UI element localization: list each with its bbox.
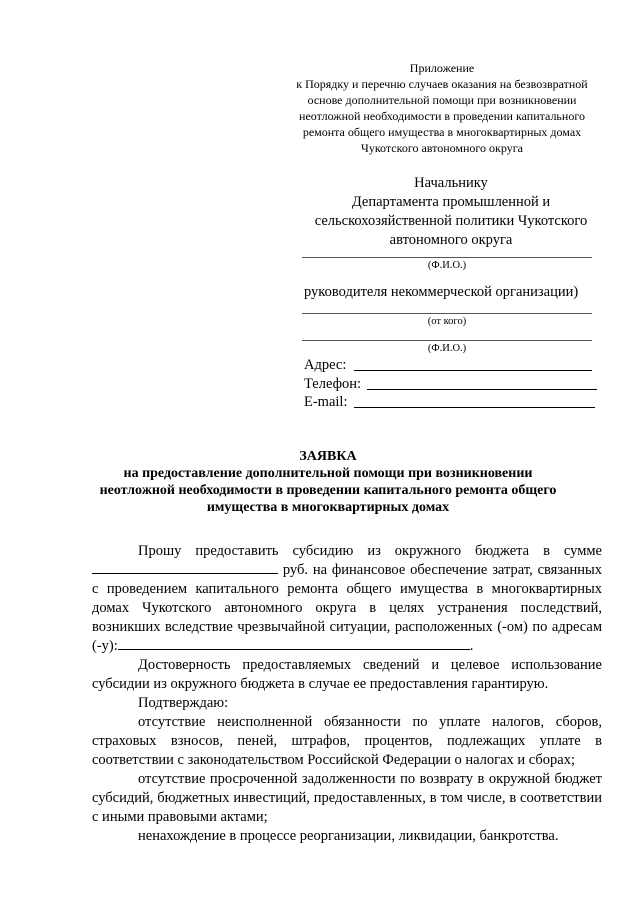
- application-body: [92, 542, 602, 846]
- phone-field[interactable]: [367, 375, 597, 390]
- fio-fill-line-2[interactable]: [302, 340, 592, 341]
- addressee-line: Департамента промышленной и: [351, 194, 551, 210]
- guarantee-paragraph: Достоверность предоставляемых сведений и целевое использование субсидии из окружного бюджета в случае ее предоставления гарантирую.: [92, 657, 602, 692]
- amount-field[interactable]: [92, 561, 278, 574]
- appendix-line: к Порядку и перечню случаев оказания на безвозвратной: [296, 77, 588, 91]
- title-main: ЗАЯВКА: [299, 449, 357, 464]
- confirm-item-reorganization: ненахождение в процессе реорганизации, ликвидации, банкротства.: [138, 828, 559, 844]
- document-title: [60, 448, 596, 516]
- appendix-line: основе дополнительной помощи при возникновении: [307, 93, 577, 107]
- confirm-heading: Подтверждаю:: [138, 695, 229, 711]
- phone-label: Телефон:: [304, 376, 362, 392]
- appendix-header: [272, 60, 612, 156]
- request-end: .: [469, 638, 474, 654]
- from-fill-line[interactable]: [302, 313, 592, 314]
- address-row: [304, 356, 346, 375]
- addressee-block: [302, 174, 600, 250]
- appendix-line: Приложение: [409, 61, 475, 75]
- title-line: на предоставление дополнительной помощи при возникновении: [123, 466, 533, 481]
- address-label: Адрес:: [304, 357, 347, 373]
- org-head-label: руководителя некоммерческой организации): [304, 284, 579, 300]
- request-paragraph: [92, 542, 602, 656]
- addressee-line: Начальнику: [414, 175, 488, 191]
- phone-row: [304, 375, 361, 394]
- addressee-line: сельскохозяйственной политики Чукотского: [314, 213, 588, 229]
- email-field[interactable]: [354, 393, 595, 408]
- fio-caption: (Ф.И.О.): [427, 260, 467, 271]
- title-line: имущества в многоквартирных домах: [206, 500, 450, 515]
- title-line: неотложной необходимости в проведении капитального ремонта общего: [99, 483, 557, 498]
- request-text: Прошу предоставить субсидию из окружного бюджета в сумме: [138, 543, 602, 559]
- address-field[interactable]: [354, 356, 592, 371]
- addressee-line: автономного округа: [389, 232, 513, 248]
- rub-text: руб. на финансовое обеспечение затрат,: [282, 562, 533, 578]
- confirm-item-debt: отсутствие просроченной задолженности по возврату в окружной бюджет субсидий, бюджетных инвестиций, предоставленных, в том числе, в соответствии с иными правовыми актами;: [92, 771, 602, 825]
- appendix-line: неотложной необходимости в проведении капитального: [299, 109, 585, 123]
- from-caption: (от кого): [427, 316, 467, 327]
- confirm-item-taxes: отсутствие неисполненной обязанности по уплате налогов, сборов, страховых взносов, пеней, штрафов, процентов, подлежащих уплате в соответствии с законодательством Российской Федерации о налогах и сборах;: [92, 714, 602, 768]
- email-row: [304, 393, 348, 412]
- appendix-line: ремонта общего имущества в многоквартирных домах: [302, 125, 582, 139]
- appendix-line: Чукотского автономного округа: [361, 141, 523, 155]
- fio-caption-2: (Ф.И.О.): [427, 343, 467, 354]
- email-label: E-mail:: [304, 394, 348, 410]
- request-rest-text: связанных с проведением капитального ремонта общего имущества в многоквартирных домах Чукотского автономного округа в целях устранения последствий, возникших вследствие чрезвычайной ситуации, расположенных (-ом) по адресам (-у):: [92, 562, 602, 654]
- addresses-field[interactable]: [118, 637, 470, 650]
- fio-fill-line[interactable]: [302, 257, 592, 258]
